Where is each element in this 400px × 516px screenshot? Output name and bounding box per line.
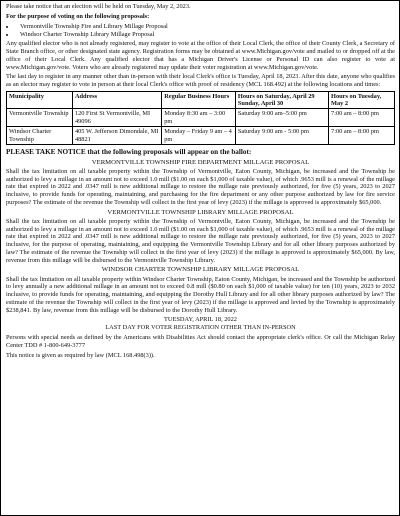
table-cell: Saturday 9:00 am–5:00 pm — [235, 109, 328, 127]
locations-table — [6, 91, 395, 145]
disabilities-paragraph: Persons with special needs as defined by the Americans with Disabilities Act should contact the appropriate clerk's office. Or call the Michigan Relay Center TDD # 1-800-649-3777 — [6, 333, 395, 349]
fire-proposal-body: Shall the tax limitation on all taxable property within the Township of Vermontville, Eaton County, Michigan, be increased and the Township be authorized to levy a millage in an amount not to exceed 1.0 mill ($1.00 on each $1,000 of taxable value), of which .9653 mill is a renewal of the millage rate that expired in 2022 and .0347 mill is new additional millage to restore the millage rate previously authorized, for five (5) years, 2023 to 2027 inclusive, to provide funds for operating, maintaining, and purchasing for the fire department or any other purpose authorized by law for fire service purposes? The estimate of the revenue the Township will collect in the first year of levy (2023) if the millage is approved is approximately $65,000. — [6, 167, 395, 206]
intro-text: Please take notice that an election will be held on Tuesday, May 2, 2023. — [6, 3, 191, 10]
col-header-election-hours: Hours on Tuesday, May 2 — [329, 92, 395, 109]
registration-deadline-date: TUESDAY, APRIL 18, 2022 — [164, 316, 237, 324]
col-header-weekend-hours: Hours on Saturday, April 29 Sunday, April 30 — [235, 92, 328, 109]
table-cell: Saturday 9:00 am - 5:00 pm — [235, 127, 328, 145]
proposals-list — [6, 23, 395, 38]
table-cell: 405 W. Jefferson Dimondale, MI 48821 — [72, 127, 161, 145]
library-proposal-title: VERMONTVILLE TOWNSHIP LIBRARY MILLAGE PROPOSAL — [107, 208, 294, 216]
table-cell: 120 First St Vermontville, MI 49096 — [72, 109, 161, 127]
notice-heading: PLEASE TAKE NOTICE that the following proposals will appear on the ballot: — [6, 148, 252, 157]
table-cell: Vermontville Township — [7, 109, 73, 127]
windsor-proposal-body: Shall the tax limitation on all taxable property within Windsor Charter Township, Eaton County, Michigan, be increased and the Township be authorized to levy annually a new additional millage in an amount not to exceed 0.8 mill ($0.80 on each $1,000 of taxable value) for ten (10) years, 2023 to 2032 inclusive, to provide funds for operating, maintaining, and equipping the Dorothy Hull Library and for all other library purposes authorized by law? The estimate of the revenue the Township will collect in the first year of levy (2023) if the millage is approved and levied by the Township is approximately $238,841. By law, revenue from this millage will be disbursed to the Dorothy Hull Library. — [6, 275, 395, 314]
col-header-business-hours: Regular Business Hours — [162, 92, 236, 109]
table-cell: Windsor Charter Township — [7, 127, 73, 145]
windsor-proposal-title: WINDSOR CHARTER TOWNSHIP LIBRARY MILLAGE PROPOSAL — [101, 266, 300, 274]
purpose-heading: For the purpose of voting on the following proposals: — [6, 12, 150, 20]
library-proposal-body: Shall the tax limitation on all taxable property within the Township of Vermontville, Eaton County, Michigan, be increased and the Township be authorized to levy a millage in an amount not to exceed 1.0 mill ($1.00 on each $1,000 of taxable value), of which .9653 mill is a renewal of the millage rate that expired in 2022 and .0347 mill is new additional millage to restore the millage rate previously authorized, for five (5) years, 2023 to 2027 inclusive, for the purpose of operating, maintaining, and equipping the Vermontville Township Library and for all other library purposes authorized by law? The estimate of the revenue the Township will collect in the first year of levy (2023) if the millage is approved is approximately $65,000. By law, revenue from this millage will be disbursed to the Vermontville Township Library. — [6, 217, 395, 264]
registration-paragraph: Any qualified elector who is not already registered, may register to vote at the office of their Local Clerk, the office of their County Clerk, a Secretary of State Branch office, or other designated state agency. Registration forms may be obtained at www.Michigan.gov/vote and mailed to or dropped off at the office of their Local Clerk. Any qualified elector that has a Michigan Driver's License or Personal ID can also register to vote at www.Michigan.gov/vote. Voters who are already registered may update their voter registration at www.Michigan.gov/vote. — [6, 40, 395, 71]
fire-proposal-title: VERMONTVILLE TOWNSHIP FIRE DEPARTMENT MILLAGE PROPOSAL — [91, 158, 310, 166]
table-row — [7, 109, 395, 127]
table-header-row — [7, 92, 395, 109]
table-cell: 7:00 am – 8:00 pm — [329, 109, 395, 127]
registration-deadline-label: LAST DAY FOR VOTER REGISTRATION OTHER THAN IN-PERSON — [105, 324, 296, 332]
table-cell: Monday – Friday 9 am – 4 pm — [162, 127, 236, 145]
lastday-paragraph: The last day to register in any manner other than in-person with their local Clerk's office is Tuesday, April 18, 2023. After this date, anyone who qualifies as an elector may register to vote in person at their local Clerk's office with proof of residency (MCL 168.492) at the following locations and times: — [6, 73, 395, 89]
law-notice: This notice is given as required by law (MCL 168.498(3)). — [6, 351, 155, 359]
list-item: • Windsor Charter Township Library Millage Proposal — [16, 31, 395, 39]
list-item: • Vermontville Township Fire and Library Millage Proposal — [16, 23, 395, 31]
col-header-municipality: Municipality — [7, 92, 73, 109]
table-cell: 7:00 am – 8:00 pm — [329, 127, 395, 145]
col-header-address: Address — [72, 92, 161, 109]
table-row — [7, 127, 395, 145]
table-cell: Monday 8:30 am – 3:00 pm — [162, 109, 236, 127]
